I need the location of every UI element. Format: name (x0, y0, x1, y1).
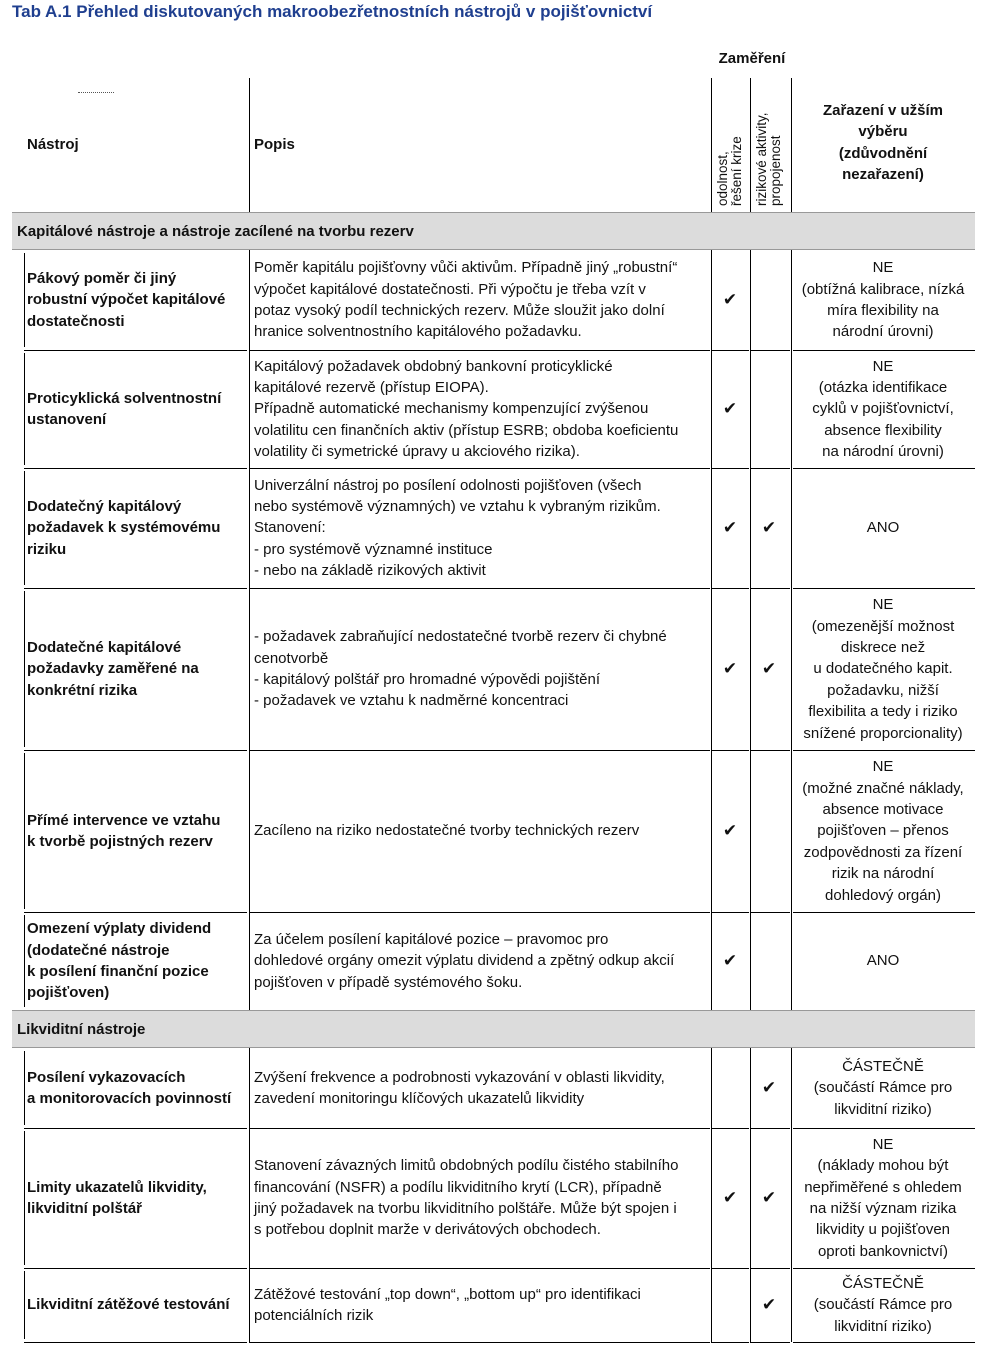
row-separator (793, 588, 975, 589)
header-divider (711, 78, 712, 212)
selection-result (793, 1134, 973, 1262)
text-line: - kapitálový polštář pro hromadné výpovědi pojištění (254, 671, 601, 688)
selection-result (793, 1056, 973, 1120)
selection-result (793, 756, 973, 906)
selection-column-header: Zařazení v užším výběru (zdůvodnění nezařazení) (822, 102, 944, 184)
row-left-border (24, 253, 25, 347)
row-separator (24, 1342, 247, 1343)
row-separator (249, 588, 710, 589)
text-line: zavedení monitoringu klíčových ukazatelů likvidity (254, 1090, 585, 1107)
column-divider (750, 750, 751, 912)
column-divider (791, 912, 792, 1010)
text-line: (dodatečné nástroje (27, 941, 170, 959)
risk-check-mark: ✔ (761, 1188, 777, 1207)
description-column-header: Popis (254, 136, 295, 153)
selection-result (793, 356, 973, 463)
row-separator (750, 468, 790, 469)
text-line: Zvýšení frekvence a podrobnosti vykazování v oblasti likvidity, (254, 1068, 665, 1086)
table-caption: Tab A.1 Přehled diskutovaných makroobezřetnostních nástrojů v pojišťovnictví (12, 2, 653, 21)
header-divider (791, 78, 792, 212)
tool-description (254, 1067, 712, 1110)
column-divider (791, 750, 792, 912)
text-line: flexibilita a tedy i riziko (808, 703, 958, 721)
text-line: národní úrovni) (832, 323, 934, 341)
tool-name (27, 918, 249, 1004)
text-line: absence flexibility (824, 421, 942, 439)
text-line: likviditní riziko) (834, 1317, 932, 1335)
header-dotted-mark (78, 92, 114, 93)
row-left-border (24, 591, 25, 747)
tool-description (254, 1155, 712, 1241)
text-line: volatility či symetrické úpravy u akciového rizika). (254, 443, 580, 461)
column-divider (249, 468, 250, 588)
row-left-border (24, 1271, 25, 1339)
row-separator (711, 468, 749, 469)
tool-name (27, 637, 249, 701)
text-line: hranice solventnostního kapitálového požadavku. (254, 323, 582, 341)
text-line: výpočet kapitálové dostatečnosti. Při výpočtu je třeba vzít v (254, 280, 646, 298)
text-line: požadavek k systémovému (27, 519, 221, 537)
text-line: financování (NSFR) a podílu likviditního krytí (LCR), případně (254, 1178, 662, 1196)
text-line: potenciálních rizik (254, 1307, 374, 1324)
text-line: Proticyklická solventnostní (27, 389, 222, 407)
selection-result (793, 257, 973, 343)
row-separator (249, 350, 710, 351)
row-separator (711, 1268, 749, 1269)
column-divider (750, 250, 751, 350)
section-header (12, 212, 975, 250)
text-line: riziku (27, 540, 67, 558)
tool-description (254, 356, 712, 463)
row-separator (793, 350, 975, 351)
text-line: NE (872, 758, 894, 776)
text-line: Přímé intervence ve vztahu (27, 811, 221, 829)
row-separator (24, 1268, 247, 1269)
text-line: NE (872, 1135, 894, 1153)
column-divider (249, 1268, 250, 1342)
text-line: cenotvorbě (254, 649, 329, 667)
text-line: a monitorovacích povinností (27, 1090, 232, 1107)
text-line: Likviditní zátěžové testování (27, 1296, 230, 1314)
text-line: Zátěžové testování „top down“, „bottom up“ pro identifikaci (254, 1285, 641, 1303)
header-divider (249, 78, 250, 212)
text-line: Omezení výplaty dividend (27, 920, 212, 938)
text-line: volatilitu cen finančních aktiv (přístup ESRB; obdoba koeficientu (254, 421, 679, 439)
row-separator (750, 1128, 790, 1129)
tool-description (254, 1284, 712, 1327)
column-divider (249, 588, 250, 750)
text-line: konkrétní rizika (27, 681, 138, 699)
text-line: Posílení vykazovacích (27, 1068, 186, 1086)
row-separator (249, 1268, 710, 1269)
row-separator (793, 1268, 975, 1269)
row-left-border (24, 471, 25, 585)
row-separator (249, 1342, 710, 1343)
text-line: pojišťoven – přenos (817, 822, 949, 840)
text-line: potaz vysoký podíl technických rezerv. Může sloužit jako dolní (254, 302, 665, 319)
text-line: snížené proporcionality) (803, 724, 963, 742)
text-line: absence motivace (822, 800, 944, 818)
text-line: Stanovení: (254, 519, 326, 537)
text-line: požadavku, nižší (827, 681, 939, 699)
row-separator (793, 1128, 975, 1129)
text-line: (obtížná kalibrace, nízká (801, 280, 965, 298)
text-line: Univerzální nástroj po posílení odolnosti pojišťoven (všech (254, 476, 642, 494)
resilience-check-mark: ✔ (722, 951, 738, 970)
row-separator (793, 1342, 975, 1343)
text-line: Stanovení závazných limitů obdobných podílu čistého stabilního (254, 1157, 679, 1175)
text-line: nepřiměřené s ohledem (804, 1178, 962, 1196)
selection-result (793, 950, 973, 971)
row-separator (711, 750, 749, 751)
row-separator (750, 588, 790, 589)
focus-column-risk-header: rizikové aktivity, propojenost (754, 112, 783, 206)
tool-description (254, 820, 712, 841)
text-line: (omezenější možnost (811, 617, 955, 635)
text-line: Limity ukazatelů likvidity, (27, 1178, 207, 1196)
column-divider (249, 1048, 250, 1128)
header-divider (750, 78, 751, 212)
row-separator (750, 1268, 790, 1269)
row-separator (711, 1128, 749, 1129)
column-divider (791, 350, 792, 468)
resilience-check-mark: ✔ (722, 659, 738, 678)
text-line: nebo systémově významných) ve vztahu k vybraným rizikům. (254, 497, 661, 515)
text-line: Zacíleno na riziko nedostatečné tvorby technických rezerv (254, 822, 640, 840)
text-line: u dodatečného kapit. (813, 660, 953, 678)
text-line: rizik na národní (831, 865, 935, 883)
row-separator (711, 350, 749, 351)
resilience-check-mark: ✔ (722, 1188, 738, 1207)
tool-description (254, 929, 712, 993)
text-line: požadavky zaměřené na (27, 660, 199, 678)
text-line: pojišťoven v případě systémového šoku. (254, 973, 523, 991)
text-line: ANO (866, 519, 900, 537)
tool-description (254, 257, 712, 343)
row-separator (750, 350, 790, 351)
text-line: Poměr kapitálu pojišťovny vůči aktivům. Případně jiný „robustní“ (254, 259, 678, 277)
text-line: (náklady mohou být (817, 1157, 949, 1175)
text-line: k tvorbě pojistných rezerv (27, 833, 213, 850)
selection-result (793, 594, 973, 744)
text-line: - nebo na základě rizikových aktivit (254, 562, 486, 580)
text-line: na nižší význam rizika (809, 1200, 957, 1218)
tool-name (27, 810, 249, 853)
text-line: Případně automatické mechanismy kompenzující zvýšenou (254, 400, 649, 418)
text-line: (součástí Rámce pro (813, 1296, 953, 1314)
column-divider (249, 912, 250, 1010)
text-line: Dodatečné kapitálové (27, 638, 182, 656)
row-left-border (24, 1051, 25, 1125)
column-divider (791, 1268, 792, 1342)
row-left-border (24, 353, 25, 465)
section-title: Likviditní nástroje (17, 1021, 146, 1038)
resilience-check-mark: ✔ (722, 399, 738, 418)
row-left-border (24, 1131, 25, 1265)
tool-description (254, 626, 712, 712)
tool-name (27, 496, 249, 560)
text-line: NE (872, 259, 894, 277)
text-line: ČÁSTEČNĚ (842, 1274, 924, 1292)
text-line: s potřebou doplnit marže v derivátových obchodech. (254, 1221, 601, 1239)
column-divider (791, 588, 792, 750)
text-line: Kapitálový požadavek obdobný bankovní proticyklické (254, 357, 613, 375)
text-line: pojišťoven) (27, 984, 110, 1002)
text-line: ČÁSTEČNĚ (842, 1057, 924, 1075)
row-separator (24, 1128, 247, 1129)
row-separator (793, 750, 975, 751)
text-line: dostatečnosti (27, 312, 125, 330)
text-line: ustanovení (27, 411, 107, 428)
section-title: Kapitálové nástroje a nástroje zacílené na tvorbu rezerv (17, 223, 414, 240)
text-line: míra flexibility na (827, 302, 939, 319)
text-line: (otázka identifikace (818, 378, 948, 396)
row-separator (750, 750, 790, 751)
text-line: zodpovědnosti za řízení (803, 843, 963, 861)
column-divider (791, 468, 792, 588)
text-line: likviditní riziko) (834, 1100, 932, 1118)
text-line: Pákový poměr či jiný (27, 269, 177, 287)
column-divider (791, 250, 792, 350)
text-line: - pro systémově významné instituce (254, 540, 493, 558)
resilience-check-mark: ✔ (722, 821, 738, 840)
text-line: cyklů v pojišťovnictví, (812, 400, 954, 418)
text-line: NE (872, 357, 894, 375)
text-line: k posílení finanční pozice (27, 963, 209, 980)
tool-column-header: Nástroj (27, 136, 79, 153)
row-separator (750, 912, 790, 913)
risk-check-mark: ✔ (761, 518, 777, 537)
text-line: (možné značné náklady, (802, 779, 964, 797)
row-separator (750, 1342, 790, 1343)
selection-result (793, 517, 973, 538)
text-line: robustní výpočet kapitálové (27, 291, 226, 309)
row-separator (249, 750, 710, 751)
text-line: dohledové orgány omezit výplatu dividend a zpětný odkup akcií (254, 952, 675, 970)
text-line: kapitálové rezervě (přístup EIOPA). (254, 378, 489, 396)
risk-check-mark: ✔ (761, 659, 777, 678)
text-line: diskrece než (840, 638, 926, 656)
column-divider (249, 1128, 250, 1268)
resilience-check-mark: ✔ (722, 518, 738, 537)
risk-check-mark: ✔ (761, 1078, 777, 1097)
text-line: - požadavek zabraňující nedostatečné tvorbě rezerv či chybné (254, 628, 667, 646)
tool-name (27, 268, 249, 332)
column-divider (750, 912, 751, 1010)
text-line: likvidity u pojišťoven (815, 1221, 951, 1239)
row-left-border (24, 915, 25, 1007)
focus-column-resilience-header: odolnost, řešení krize (715, 136, 744, 206)
row-separator (24, 468, 247, 469)
tool-name (27, 1067, 249, 1110)
tool-name (27, 1177, 249, 1220)
text-line: Za účelem posílení kapitálové pozice – pravomoc pro (254, 930, 609, 948)
text-line: - požadavek ve vztahu k nadměrné koncentraci (254, 692, 569, 710)
column-divider (791, 1128, 792, 1268)
row-separator (711, 588, 749, 589)
column-divider (249, 250, 250, 350)
row-separator (793, 912, 975, 913)
text-line: (součástí Rámce pro (813, 1079, 953, 1097)
text-line: NE (872, 596, 894, 614)
tool-name (27, 1294, 249, 1315)
selection-result (793, 1273, 973, 1337)
row-separator (249, 912, 710, 913)
focus-group-header: Zaměření (718, 50, 786, 67)
column-divider (750, 350, 751, 468)
column-divider (249, 350, 250, 468)
row-left-border (24, 753, 25, 909)
row-separator (24, 588, 247, 589)
text-line: likviditní polštář (27, 1200, 143, 1217)
risk-check-mark: ✔ (761, 1295, 777, 1314)
text-line: na národní úrovni) (822, 443, 944, 461)
row-separator (793, 468, 975, 469)
row-separator (249, 1128, 710, 1129)
text-line: jiný požadavek na tvorbu likviditního polštáře. Může být spojen i (254, 1200, 677, 1217)
text-line: oproti bankovnictví) (817, 1242, 949, 1260)
resilience-check-mark: ✔ (722, 290, 738, 309)
row-separator (711, 912, 749, 913)
row-separator (24, 350, 247, 351)
tool-description (254, 475, 712, 582)
text-line: dohledový orgán) (825, 886, 941, 904)
row-separator (24, 750, 247, 751)
tool-name (27, 388, 249, 431)
section-header (12, 1010, 975, 1048)
column-divider (249, 750, 250, 912)
row-separator (24, 912, 247, 913)
row-separator (711, 1342, 749, 1343)
column-divider (791, 1048, 792, 1128)
row-separator (249, 468, 710, 469)
text-line: ANO (866, 952, 900, 970)
text-line: Dodatečný kapitálový (27, 497, 182, 515)
